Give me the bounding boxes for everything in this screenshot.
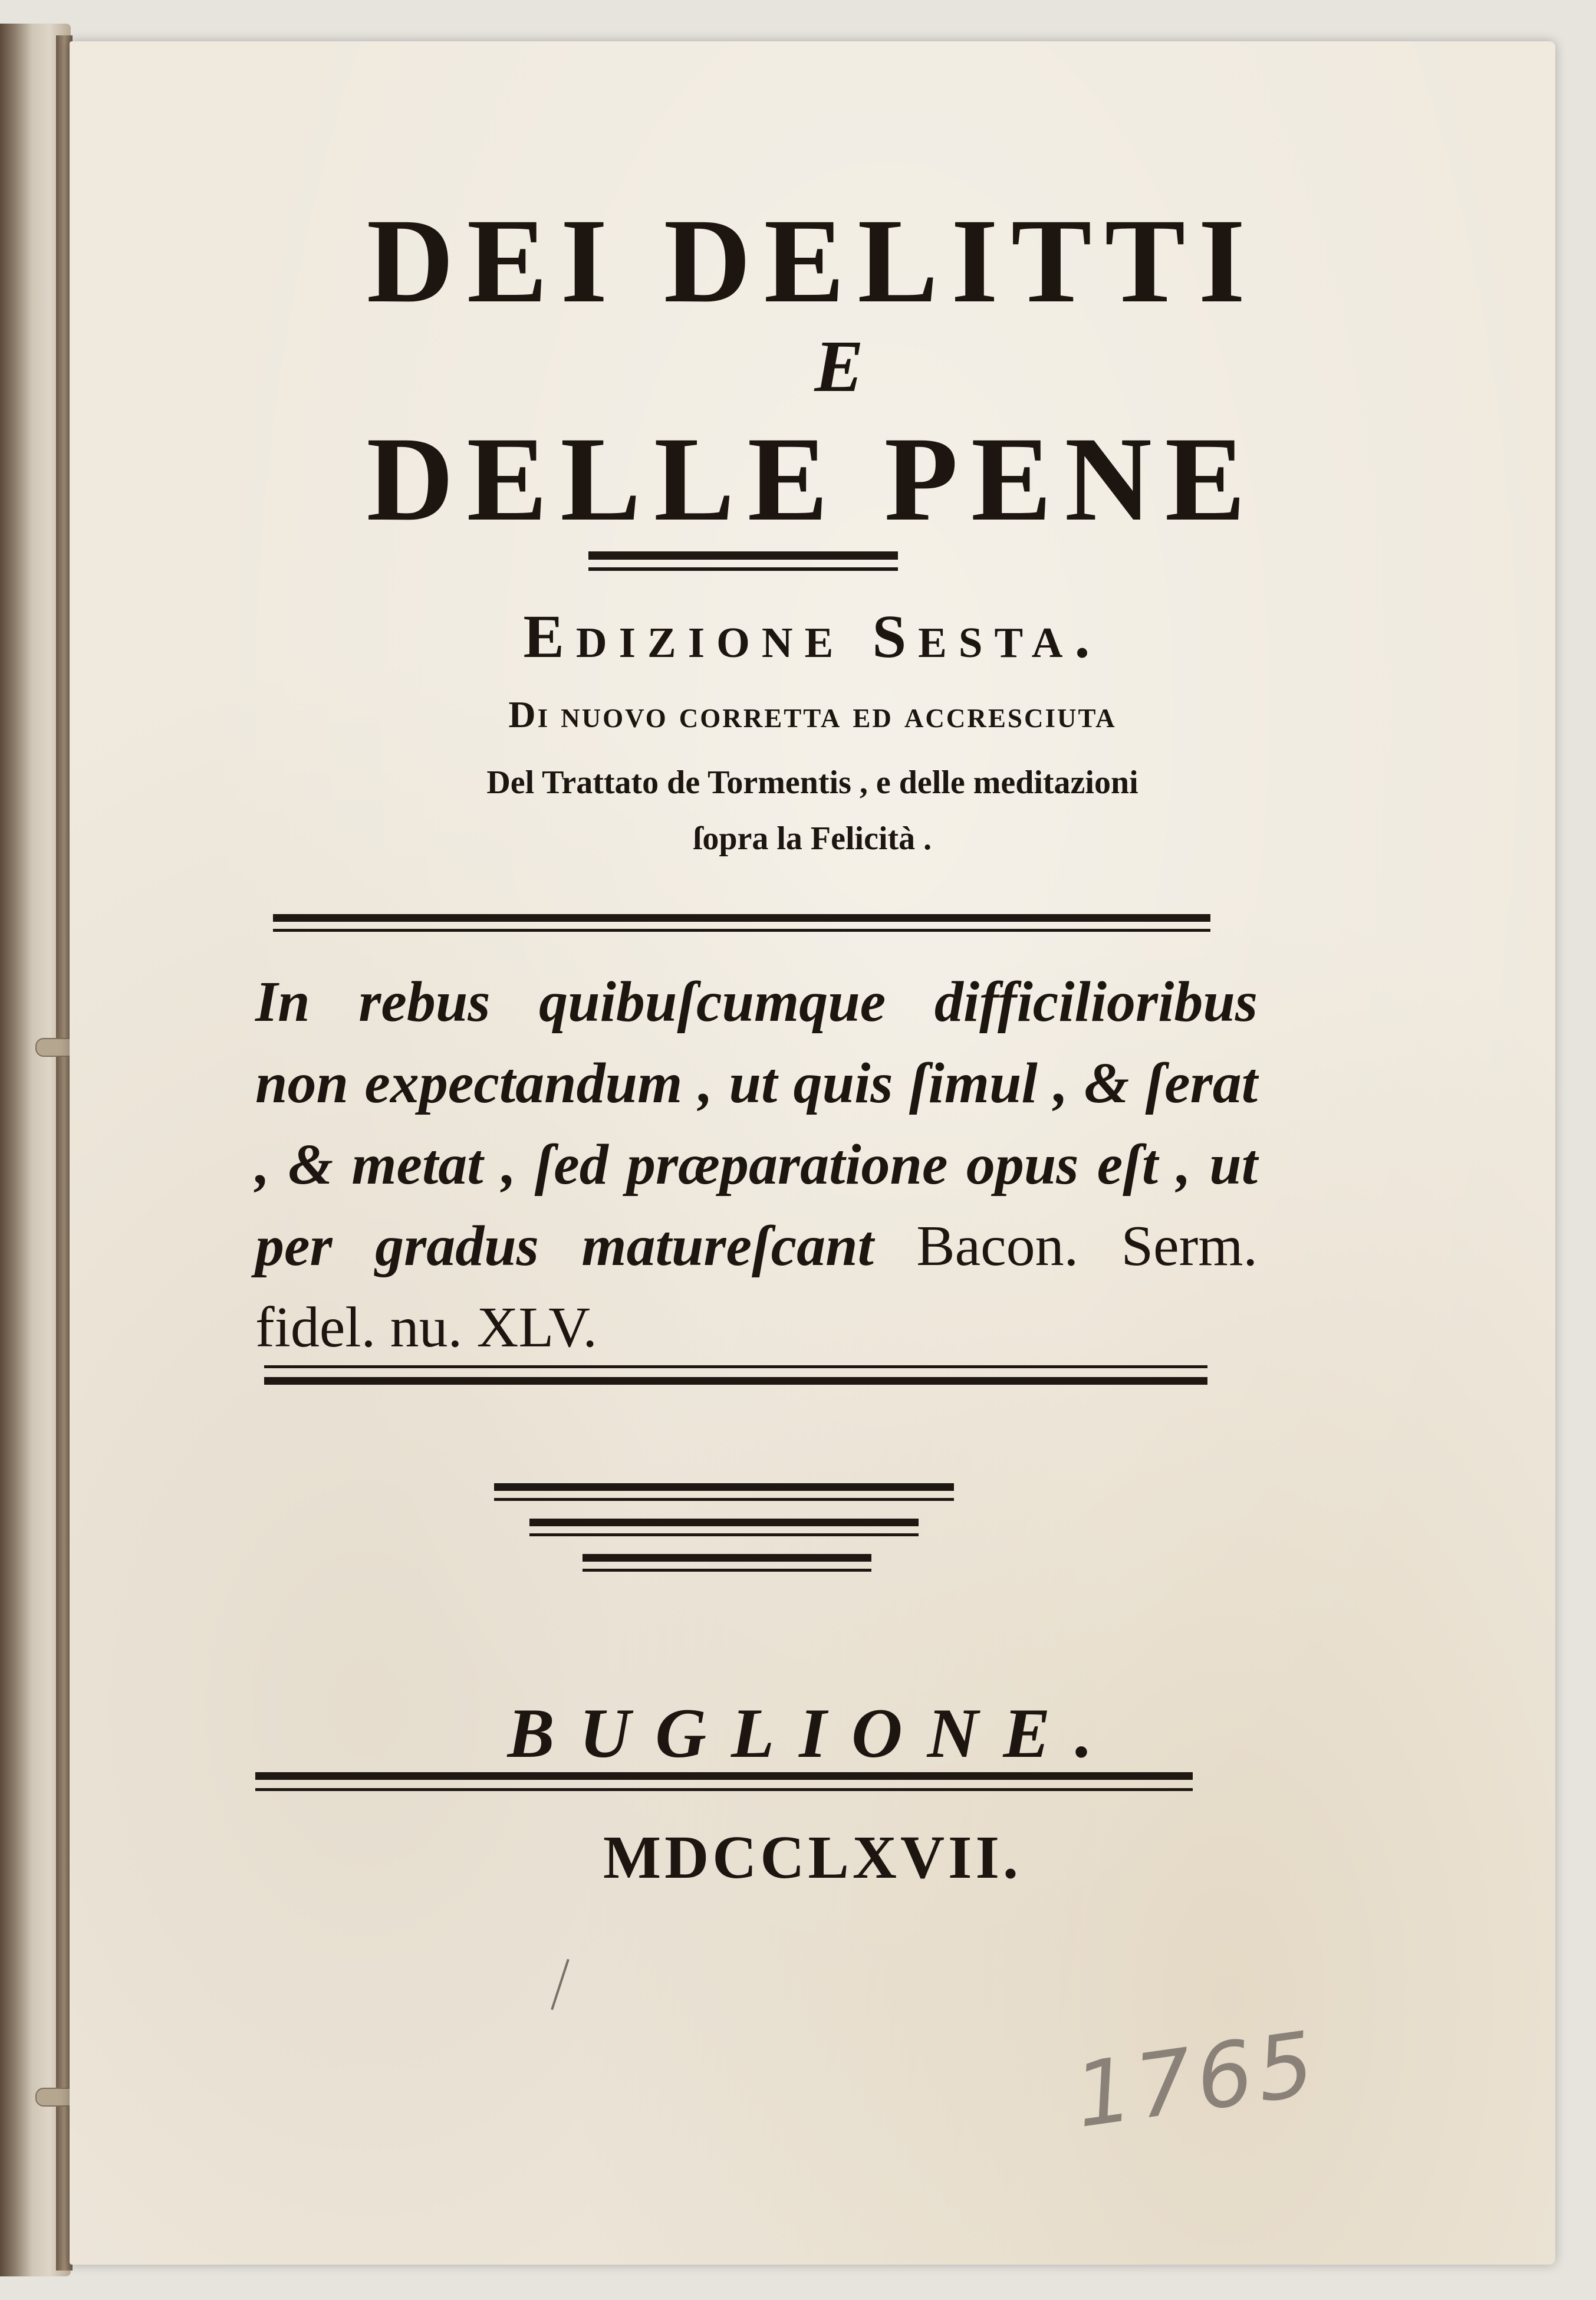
title-rule-top xyxy=(588,551,898,560)
pencil-mark xyxy=(551,1959,570,2010)
epigraph xyxy=(255,961,1258,1368)
divider-rule-thick xyxy=(273,914,1210,922)
epigraph-rule-thin xyxy=(264,1365,1207,1368)
epigraph-text: In rebus quibuſcumque difficilioribus non expectandum , ut quis ſimul , & ſerat , & metat , ſed præparatione opus eſt , ut per gradus matureſcant xyxy=(255,970,1258,1278)
title-line-1: DEI DELITTI xyxy=(366,194,1259,328)
edition-contents-line-2: ſopra la Felicità . xyxy=(693,820,932,857)
epigraph-rule-thick xyxy=(264,1377,1207,1385)
epigraph-citation: Bacon. Serm. fidel. nu. XLV. xyxy=(255,1214,1258,1359)
imprint-rule-thick xyxy=(255,1772,1193,1780)
title-page xyxy=(70,41,1555,2265)
edition-subtitle: Di nuovo corretta ed accresciuta xyxy=(508,694,1117,735)
title-conjunction: E xyxy=(814,326,864,408)
ornament-bar-3 xyxy=(583,1554,871,1562)
edition-label: Edizione Sesta. xyxy=(523,603,1102,671)
imprint-rule-thin xyxy=(255,1788,1193,1791)
edition-contents-line-1: Del Trattato de Tormentis , e delle meditazioni xyxy=(486,764,1138,801)
ornament-bar-1 xyxy=(494,1483,954,1491)
ornament-bar-2-thin xyxy=(529,1533,919,1536)
imprint-year: MDCCLXVII. xyxy=(603,1823,1022,1891)
title-line-2: DELLE PENE xyxy=(366,412,1259,546)
handwritten-note: 1765 xyxy=(1068,2012,1325,2148)
ornament-bar-3-thin xyxy=(583,1569,871,1572)
title-rule-bottom xyxy=(588,567,898,571)
divider-rule-thin xyxy=(273,929,1210,932)
imprint-place: BUGLIONE. xyxy=(507,1694,1118,1772)
ornament-bar-2 xyxy=(529,1519,919,1526)
ornament-bar-1-thin xyxy=(494,1498,954,1501)
